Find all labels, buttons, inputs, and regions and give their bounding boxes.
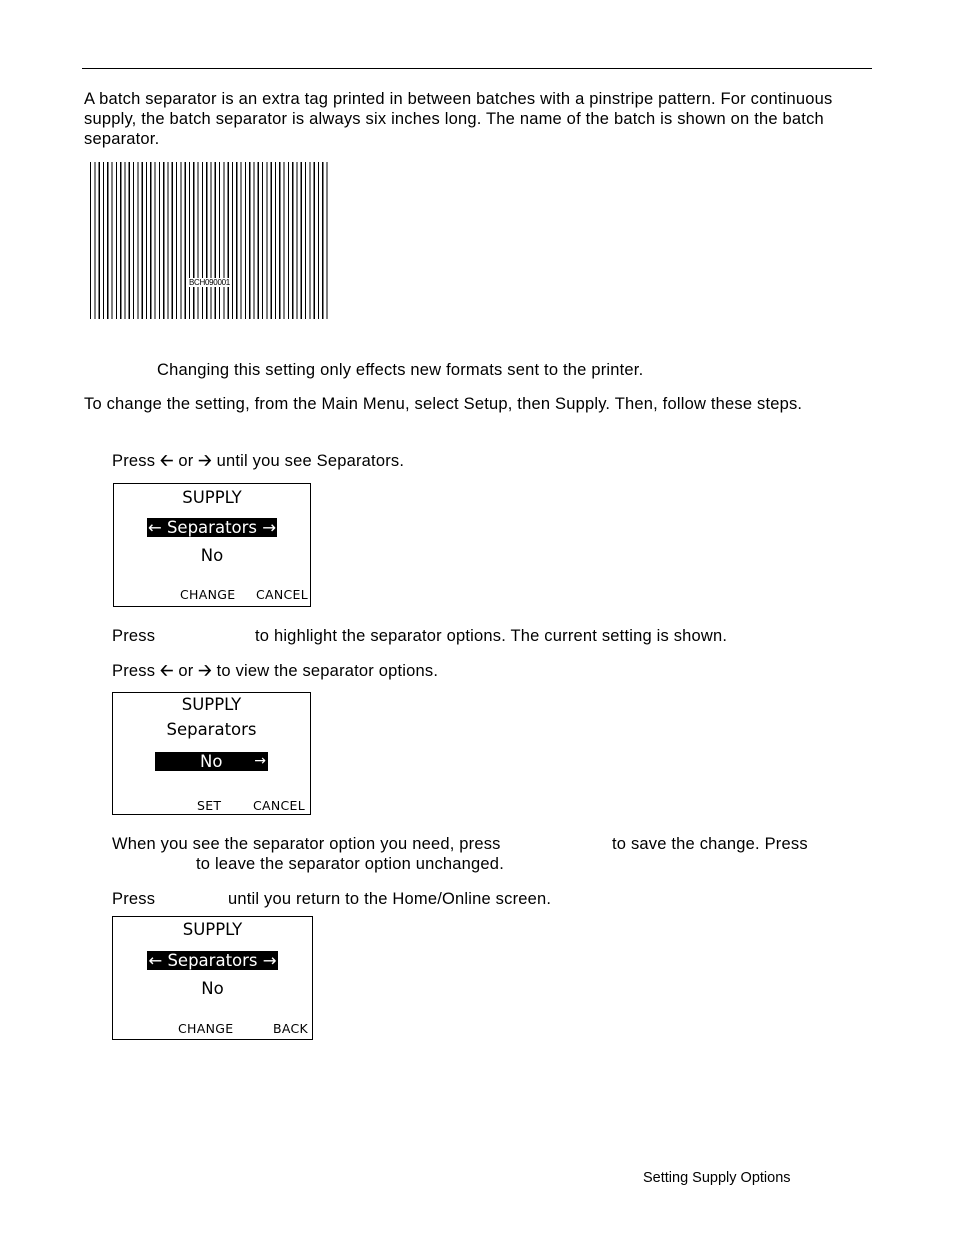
screen-subtitle: Separators xyxy=(166,720,257,739)
step-1-or: or xyxy=(178,452,194,470)
right-arrow-icon: 🡢 xyxy=(198,661,212,680)
softkey-cancel[interactable]: CANCEL xyxy=(256,587,309,602)
lcd-screen-1 xyxy=(113,483,311,607)
lcd-screen-3 xyxy=(112,916,313,1040)
screen-value: No xyxy=(200,752,223,771)
step-3 xyxy=(112,661,438,681)
step-4-line-1a: When you see the separator option you need, press xyxy=(112,835,501,853)
step-2-text: to highlight the separator options. The current setting is shown. xyxy=(255,627,728,645)
step-3-press: Press xyxy=(112,662,156,680)
right-arrow-icon: → xyxy=(254,753,266,769)
step-2-press: Press xyxy=(112,627,156,645)
softkey-cancel[interactable]: CANCEL xyxy=(253,798,306,813)
right-arrow-icon: 🡢 xyxy=(198,451,212,470)
header-rule xyxy=(82,68,872,69)
step-5-text: until you return to the Home/Online screen. xyxy=(228,890,552,908)
screen-title: SUPPLY xyxy=(182,920,243,939)
screen-option-highlight: ← Separators → xyxy=(147,518,277,537)
screen-title: SUPPLY xyxy=(181,695,242,714)
intro-paragraph: A batch separator is an extra tag printed in between batches with a pinstripe pattern. For continuous supply, the batch separator is always six inches long. The name of the batch is shown on the batch separator. xyxy=(84,90,833,148)
screen-option-highlight: ← Separators → xyxy=(148,951,277,970)
screen-value: No xyxy=(200,546,224,565)
instruction-paragraph: To change the setting, from the Main Menu, select Setup, then Supply. Then, follow these steps. xyxy=(84,395,803,413)
step-3-text: to view the separator options. xyxy=(216,662,439,680)
step-1-text: until you see Separators. xyxy=(216,452,405,470)
left-arrow-icon: 🡠 xyxy=(159,661,174,680)
screen-value: No xyxy=(201,979,224,998)
screen-value-highlight xyxy=(155,752,268,771)
note-text: Changing this setting only effects new formats sent to the printer. xyxy=(157,361,644,379)
batch-separator-label: BCH090001 xyxy=(189,278,230,287)
left-arrow-icon: 🡠 xyxy=(159,451,174,470)
page-footer: Setting Supply Options xyxy=(643,1170,791,1186)
step-4-line-2: to leave the separator option unchanged. xyxy=(196,855,504,873)
softkey-back[interactable]: BACK xyxy=(273,1021,309,1036)
step-2 xyxy=(112,626,155,646)
softkey-change[interactable]: CHANGE xyxy=(178,1021,234,1036)
step-5-press: Press xyxy=(112,890,156,908)
step-1-press: Press xyxy=(112,452,156,470)
step-4-line-1b: to save the change. Press xyxy=(612,835,808,853)
batch-separator-image xyxy=(90,162,330,319)
step-3-or: or xyxy=(178,662,194,680)
lcd-screen-2 xyxy=(112,692,311,815)
softkey-change[interactable]: CHANGE xyxy=(180,587,236,602)
step-1 xyxy=(112,451,404,471)
softkey-set[interactable]: SET xyxy=(197,798,222,813)
screen-title: SUPPLY xyxy=(182,488,242,507)
